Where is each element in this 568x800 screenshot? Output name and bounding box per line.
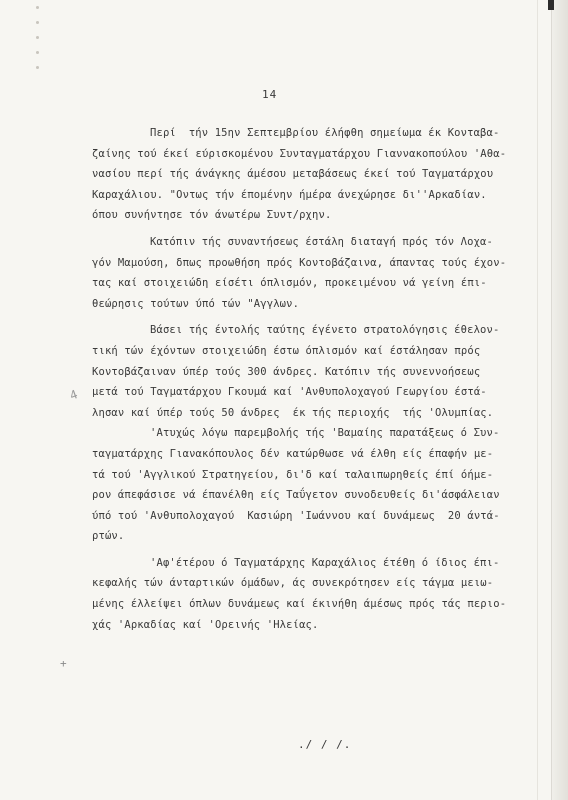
continuation-mark: ./ / /. (298, 738, 352, 751)
text-line: μετά τού Ταγματάρχου Γκουμά καί 'Ανθυπολοχαγού Γεωργίου έστά- (92, 386, 487, 399)
paragraph-5 (92, 553, 520, 635)
text-line: όπου συνήντησε τόν άνωτέρω Συντ/ρχην. (92, 209, 332, 222)
text-line: γόν Μαμούση, δπως προωθήση πρός Κοντοβάζαινα, άπαντας τούς έχον- (92, 256, 507, 269)
punch-marks (36, 6, 39, 81)
paragraph-2 (92, 232, 520, 314)
text-line: ρον άπεφάσισε νά έπανέλθη είς Ταΰγετον συνοδευθείς δι'άσφάλειαν (92, 489, 500, 502)
text-line: ρτών. (92, 530, 125, 543)
text-line: τά τού 'Αγγλικού Στρατηγείου, δι'δ καί ταλαιπωρηθείς έπί όήμε- (92, 468, 494, 481)
margin-note: 4 (67, 387, 80, 403)
text-line: νασίου περί τής άνάγκης άμέσου μεταβάσεως έκεί τού Ταγματάρχου (92, 168, 494, 181)
text-line: μένης έλλείψει όπλων δυνάμεως καί έκινήθη άμέσως πρός τάς περιο- (92, 598, 507, 611)
paragraph-4 (92, 423, 520, 547)
text-line: τας καί στοιχειώδη είσέτι όπλισμόν, προκειμένου νά γείνη έπι- (92, 277, 487, 290)
paragraph-1 (92, 123, 520, 226)
text-line: 'Αφ'έτέρου ό Ταγματάρχης Καραχάλιος έτέθη ό ίδιος έπι- (150, 556, 500, 569)
corner-mark (548, 0, 554, 10)
text-line: λησαν καί ύπέρ τούς 50 άνδρες έκ τής περιοχής τής 'Ολυμπίας. (92, 406, 494, 419)
text-line: Καραχάλιου. "Οντως τήν έπομένην ήμέρα άνεχώρησε δι''Αρκαδίαν. (92, 188, 487, 201)
text-line: Περί τήν 15ην Σεπτεμβρίου έλήφθη σημείωμα έκ Κονταβα- (150, 127, 500, 139)
document-body (92, 123, 520, 635)
margin-note: + (60, 657, 67, 670)
text-line: Κοντοβάζαιναν ύπέρ τούς 300 άνδρες. Κατόπιν τής συνεννοήσεως (92, 365, 481, 378)
page-number: 14 (262, 88, 278, 101)
text-line: ταγματάρχης Γιανακόπουλος δέν κατώρθωσε νά έλθη είς έπαφήν με- (92, 447, 494, 460)
text-line: τική τών έχόντων στοιχειώδη έστω όπλισμόν καί έστάλησαν πρός (92, 344, 481, 357)
page-fold-line (537, 0, 538, 800)
text-line: 'Ατυχώς λόγω παρεμβολής τής 'Βαμαίης παρατάξεως ό Συν- (150, 427, 500, 440)
paragraph-3 (92, 320, 520, 423)
text-line: ζαίνης τού έκεί εύρισκομένου Συνταγματάρχου Γιαννακοπούλου 'Αθα- (92, 147, 507, 160)
text-line: θεώρησις τούτων ύπό τών "Αγγλων. (92, 297, 300, 310)
page-edge (551, 0, 568, 800)
text-line: Κατόπιν τής συναντήσεως έστάλη διαταγή πρός τόν Λοχα- (150, 235, 493, 248)
text-line: χάς 'Αρκαδίας καί 'Ορεινής 'Ηλείας. (92, 618, 319, 631)
text-line: κεφαλής τών άνταρτικών όμάδων, άς συνεκρότησεν είς τάγμα μειω- (92, 577, 494, 590)
text-line: ύπό τού 'Ανθυπολοχαγού Κασιώρη 'Ιωάννου καί δυνάμεως 20 άντά- (92, 509, 500, 522)
text-line: Βάσει τής έντολής ταύτης έγένετο στρατολόγησις έθελον- (150, 324, 500, 337)
